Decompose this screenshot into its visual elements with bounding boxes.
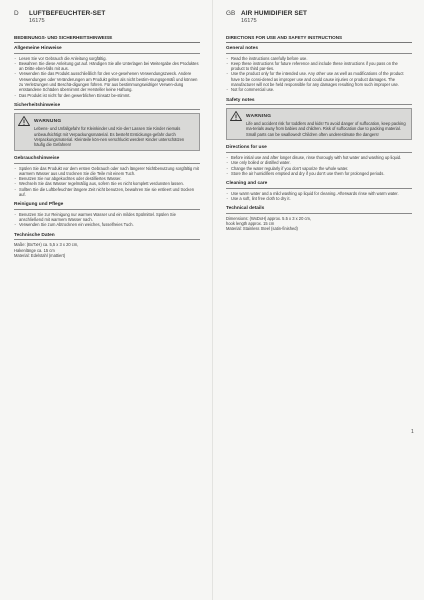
warning-label: WARNUNG <box>34 118 62 124</box>
section-list <box>14 166 200 198</box>
technical-data <box>226 216 412 232</box>
section-list <box>14 56 200 98</box>
list-item: - Read the instructions carefully before use. <box>226 56 412 61</box>
list-item: - Use a soft, lint free cloth to dry it. <box>226 196 412 201</box>
tech-line: Material: Stainless Steel (satin-finished) <box>226 226 298 232</box>
list-item: - Benutzen Sie nur abgekochtes oder destilliertes Wasser. <box>14 176 200 181</box>
page-fold <box>212 0 213 600</box>
section-title: Technical details <box>226 206 412 214</box>
list-item: - Use only boiled or distilled water. <box>226 160 412 165</box>
warning-box <box>14 113 200 151</box>
warning-icon <box>18 116 30 126</box>
section-list <box>226 56 412 93</box>
english-column <box>226 10 412 232</box>
article-number: 16175 <box>241 18 257 24</box>
warning-head <box>18 116 196 126</box>
list-item: - Spülen Sie das Produkt vor dem ersten Gebrauch oder nach längerer Nichtbenutzung sorgfältig mit warmem Wasser aus und trocknen Sie die Teile mit einem Tuch. <box>14 166 200 177</box>
product-title: AIR HUMIDIFIER SET <box>241 10 308 17</box>
list-item: - Verwenden Sie das Produkt ausschließlich für den vor-gesehenen Verwendungszweck. Andere Verwendungen oder Veränderungen am Produkt gelten als nicht bestim-mungsgemäß und können zu Verletzungen und Beschä-digungen führen. Für aus bestimmungswidriger Verwen-dung entstandene Schäden übernimmt der Hersteller keine Haftung. <box>14 71 200 92</box>
section-title: Gebrauchshinweise <box>14 156 200 164</box>
language-code: D <box>14 10 19 17</box>
list-item: - Lesen Sie vor Gebrauch die Anleitung sorgfältig. <box>14 56 200 61</box>
section-title: Cleaning and care <box>226 181 412 189</box>
tech-line: Hakenlänge ca. 15 cm <box>14 247 55 253</box>
tech-line: Maße: (BxTxH) ca. 5,5 x 3 x 20 cm, <box>14 242 79 248</box>
list-item: - Change the water regularly if you don't vaporize the whole water. <box>226 166 412 171</box>
german-header <box>14 10 200 17</box>
article-number: 16175 <box>29 18 45 24</box>
list-item: - Das Produkt ist nicht für den gewerblichen Einsatz be-stimmt. <box>14 93 200 98</box>
list-item: - Keep these instructions for future reference and include these instructions if you pass on the product to third par-ties. <box>226 61 412 72</box>
warning-text: Life and accident risk for toddlers and kids! To avoid danger of suffocation, keep packing ma-terials away from babies and children. Risk of suffocation due to packing material. Small parts can be swallowed! Children often underestimate the dangers! <box>246 121 406 137</box>
warning-text: Lebens- und Unfallgefahr für Kleinkinder und Kin-der! Lassen Sie Kinder niemals unbeaufsichtigt mit Verpackungsmaterial. Es besteht Erstickungs-gefahr durch Verpackungsmaterial. Kleinteile kön-nen verschluckt werden! Kinder unterschätzen häufig die Gefahren! <box>34 126 185 148</box>
language-code: GB <box>226 10 236 17</box>
section-list <box>14 212 200 228</box>
list-item: - Use warm water and a mild washing up liquid for cleaning. Afterwards rinse with warm water. <box>226 191 412 196</box>
list-item: - Benutzen Sie zur Reinigung nur warmes Wasser und ein mildes Spülmittel. Spülen Sie anschließend mit warmem Wasser nach. <box>14 212 200 223</box>
warning-box <box>226 108 412 140</box>
section-title: Reinigung und Pflege <box>14 202 200 210</box>
warning-icon <box>230 111 242 121</box>
list-item: - Store the air humidifiers emptied and dry if you don't use them for prolonged periods. <box>226 171 412 176</box>
list-item: - Use the product only for the intended use. Any other use as well as modifications of the product have to be consi-dered as improper use and could cause injuries or product damages. The manufacturer will not be held responsible for any damages resulting from such improper use. <box>226 71 412 87</box>
warning-head <box>230 111 408 121</box>
section-title: Allgemeine Hinweise <box>14 46 200 54</box>
tech-line: hook length approx. 15 cm <box>226 221 275 227</box>
product-title: LUFTBEFEUCHTER-SET <box>29 10 106 17</box>
section-title: Sicherheitshinweise <box>14 103 200 111</box>
list-item: - Before initial use and after longer disuse, rinse thorougly with hot water and washing up liquid. <box>226 155 412 160</box>
tech-line: Dimensions: (WxDxH) approx. 5.5 x 3 x 20 cm, <box>226 215 312 221</box>
tech-line: Material: Edelstahl (mattiert) <box>14 252 66 258</box>
section-title: Technische Daten <box>14 233 200 241</box>
section-list <box>226 155 412 176</box>
document-title: BEDIENUNGS- UND SICHERHEITSHINWEISE <box>14 35 200 43</box>
list-item: - Sollten Sie die Luftbefeuchter längere Zeit nicht benutzen, bewahren Sie sie entleert und trocken auf. <box>14 187 200 198</box>
section-title: Safety notes <box>226 98 412 106</box>
german-column <box>14 10 200 258</box>
english-header <box>226 10 412 17</box>
list-item: - Not for commercial use. <box>226 87 412 92</box>
section-title: Directions for use <box>226 145 412 153</box>
list-item: - Wechseln Sie das Wasser regelmäßig aus, sofern Sie es nicht komplett verdunsten lassen. <box>14 181 200 186</box>
list-item: - Verwenden Sie zum Abtrocknen ein weiches, fusselfreies Tuch. <box>14 222 200 227</box>
section-title: General notes <box>226 46 412 54</box>
section-list <box>226 191 412 202</box>
technical-data <box>14 242 200 258</box>
page-number: 1 <box>411 429 414 435</box>
document-title: DIRECTIONS FOR USE AND SAFETY INSTRUCTIONS <box>226 35 412 43</box>
warning-label: WARNING <box>246 113 272 119</box>
list-item: - Bewahren Sie diese Anleitung gut auf. Händigen Sie alle Unterlagen bei Weitergabe des Produktes an Dritte eben-falls mit aus. <box>14 61 200 72</box>
